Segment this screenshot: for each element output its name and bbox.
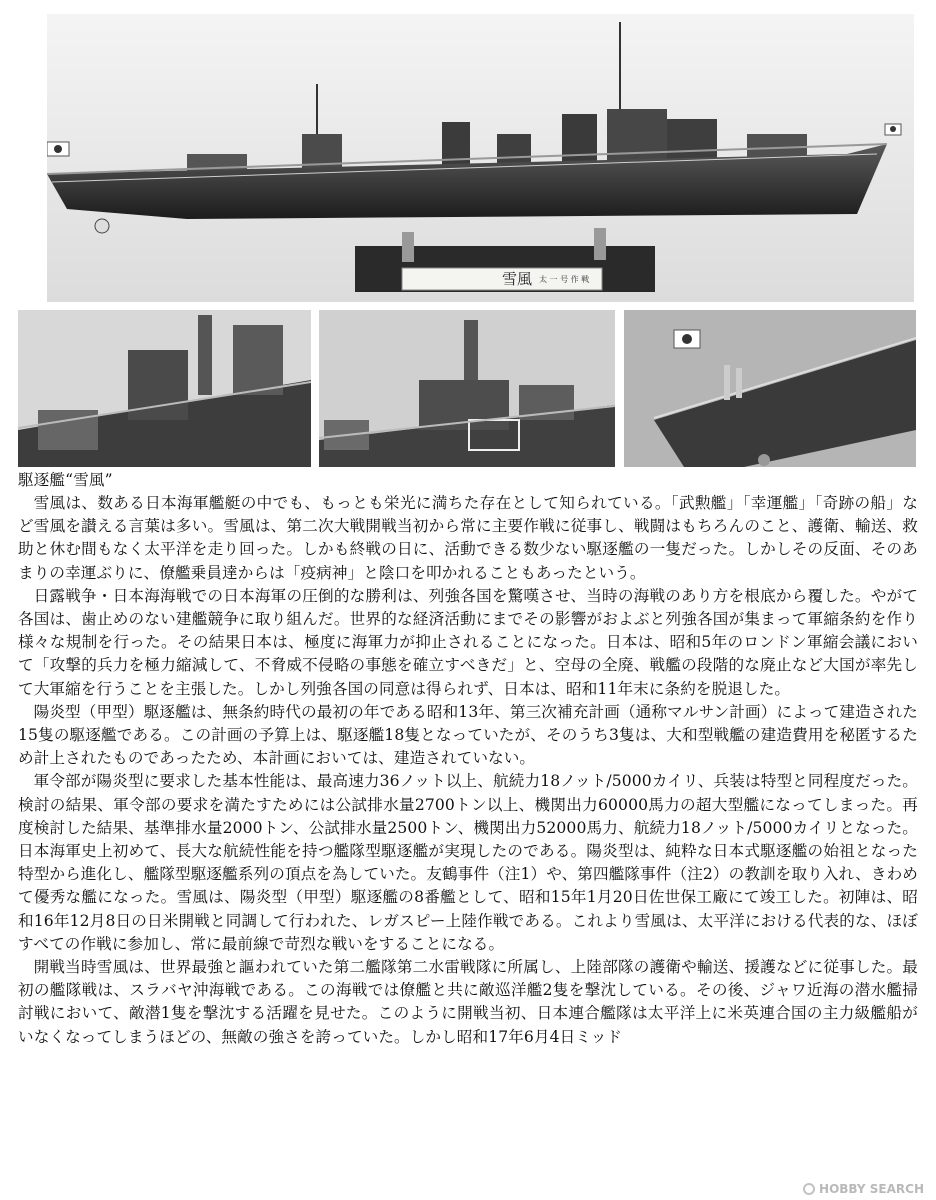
forward-deck-detail-photo — [319, 310, 615, 467]
stand-plaque-title: 雪風 — [502, 270, 533, 288]
watermark — [803, 1182, 924, 1196]
stern-detail-photo — [624, 310, 916, 467]
article-paragraph: 日露戦争・日本海海戦での日本海軍の圧倒的な勝利は、列強各国を驚嘆させ、当時の海戦のあり方を根底から覆した。やがて各国は、歯止めのない建艦競争に取り組んだ。世界的な経済活動にまでその影響がおよぶと列強各国が集まって軍縮条約を作り様々な規制を行った。その結果日本は、極度に海軍力が抑止されることになった。日本は、昭和5年のロンドン軍縮会議において「攻撃的兵力を極力縮減して、不脅威不侵略の事態を確立すべきだ」と、空母の全廃、戦艦の段階的な廃止など大国が率先して大軍縮を行うことを主張した。しかし列強各国の同意は得られず、日本は、昭和11年末に条約を脱退した。 — [18, 586, 918, 698]
article-title: 駆逐艦“雪風” — [18, 471, 113, 489]
ship-model-photo — [47, 14, 914, 302]
watermark-text: HOBBY SEARCH — [819, 1182, 924, 1196]
hobby-search-logo-icon — [803, 1183, 815, 1195]
article-paragraph: 陽炎型（甲型）駆逐艦は、無条約時代の最初の年である昭和13年、第三次補充計画（通称マルサン計画）によって建造された15隻の駆逐艦である。この計画の予算上は、駆逐艦18隻となっていたが、そのうち3隻は、大和型戦艦の建造費用を秘匿するため計上されたものであったため、本計画においては、建造されていない。 — [18, 702, 918, 768]
bridge-detail-photo — [18, 310, 311, 467]
stand-plaque-subtitle: 太 一 号 作 戦 — [539, 275, 590, 284]
article-paragraph: 雪風は、数ある日本海軍艦艇の中でも、もっとも栄光に満ちた存在として知られている。「武勲艦」「幸運艦」「奇跡の船」など雪風を讃える言葉は多い。雪風は、第二次大戦開戦当初から常に主要作戦に従事し、戦闘はもちろんのこと、護衛、輸送、救助と休む間もなく太平洋を走り回った。しかも終戦の日に、活動できる数少ない駆逐艦の一隻だった。しかしその反面、そのあまりの幸運ぶりに、僚艦乗員達からは「疫病神」と陰口を叩かれることもあったという。 — [18, 494, 918, 582]
article-paragraph: 開戦当時雪風は、世界最強と謳われていた第二艦隊第二水雷戦隊に所属し、上陸部隊の護衛や輸送、援護などに従事した。最初の艦隊戦は、スラバヤ沖海戦である。この海戦では僚艦と共に敵巡洋艦2隻を撃沈している。その後、ジャワ近海の潜水艦掃討戦において、敵潜1隻を撃沈する活躍を見せた。このように開戦当初、日本連合艦隊は太平洋上に米英連合国の主力級艦船がいなくなってしまうほどの、無敵の強さを誇っていた。しかし昭和17年6月4日ミッド — [18, 958, 918, 1046]
article-paragraph: 軍令部が陽炎型に要求した基本性能は、最高速力36ノット以上、航続力18ノット/5000カイリ、兵装は特型と同程度だった。検討の結果、軍令部の要求を満たすためには公試排水量2700トン以上、機関出力60000馬力の超大型艦になってしまった。再度検討した結果、基準排水量2000トン、公試排水量2500トン、機関出力52000馬力、航続力18ノット/5000カイリとなった。日本海軍史上初めて、長大な航続性能を持つ艦隊型駆逐艦が実現したのである。陽炎型は、純粋な日本式駆逐艦の始祖となった特型から進化し、艦隊型駆逐艦系列の頂点を為していた。友鶴事件（注1）や、第四艦隊事件（注2）の教訓を取り入れ、きわめて優秀な艦になった。雪風は、陽炎型（甲型）駆逐艦の8番艦として、昭和15年1月20日佐世保工廠にて竣工した。初陣は、昭和16年12月8日の日米開戦と同調して行われた、レガスピー上陸作戦である。これより雪風は、太平洋における代表的な、ほぼすべての作戦に参加し、常に最前線で苛烈な戦いをすることになる。 — [18, 772, 918, 953]
article — [18, 468, 918, 1049]
